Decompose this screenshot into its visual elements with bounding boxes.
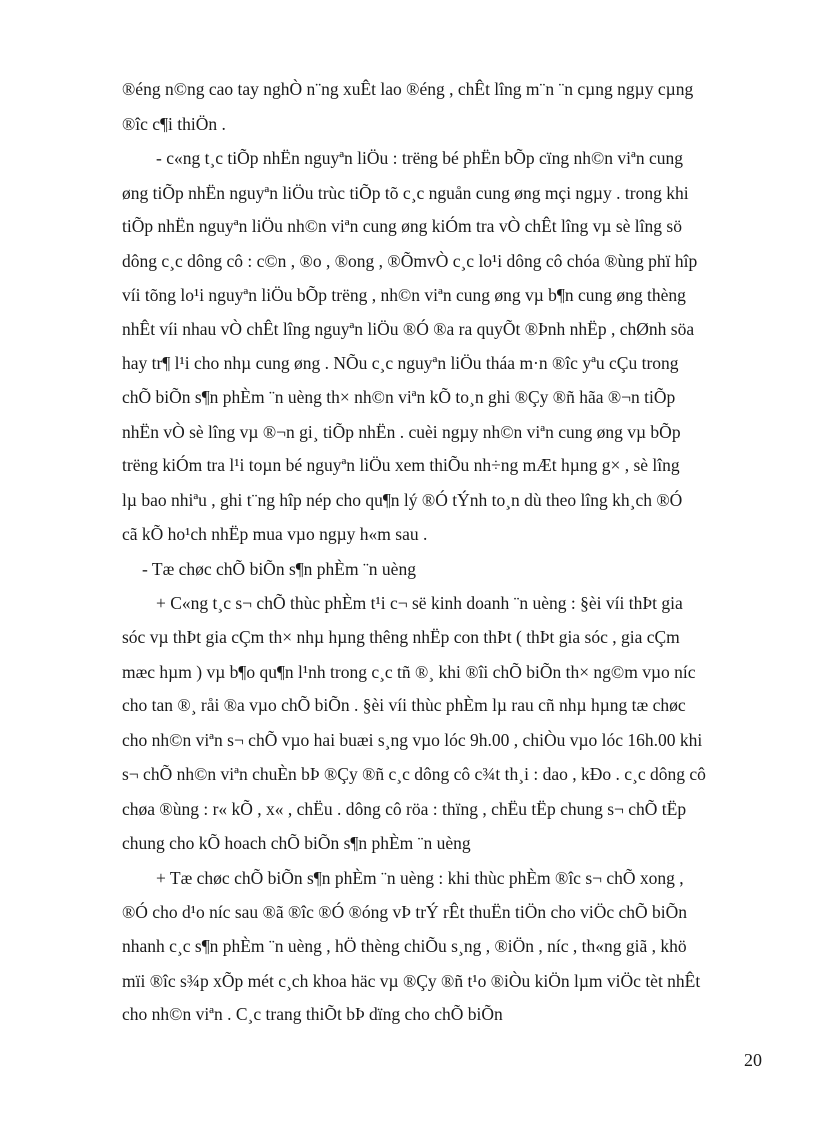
text-line: mæc hµm ) vµ b¶o qu¶n l¹nh trong c¸c tñ ®¸ khi ®îi chÕ biÕn th× ng©m vµo níc: [122, 662, 696, 682]
text-line: cho nh©n viªn . C¸c trang thiÕt bÞ dïng cho chÕ biÕn: [122, 1004, 503, 1024]
text-line: víi tõng lo¹i nguyªn liÖu bÕp trëng , nh©n viªn cung øng vµ b¶n cung øng thèng: [122, 285, 686, 305]
text-line: nhÊt víi nhau vÒ chÊt lîng nguyªn liÖu ®Ó ®a ra quyÕt ®Þnh nhËp , chØnh söa: [122, 319, 695, 339]
text-line: øng tiÕp nhËn nguyªn liÖu trùc tiÕp tõ c¸c nguån cung øng mçi ngµy . trong khi: [122, 183, 689, 203]
page-number: 20: [744, 1050, 762, 1070]
text-line: chung cho kÕ hoach chÕ biÕn s¶n phÈm ¨n uèng: [122, 833, 471, 853]
text-line: cã kÕ ho¹ch nhËp mua vµo ngµy h«m sau .: [122, 524, 428, 544]
text-line: tiÕp nhËn nguyªn liÖu nh©n viªn cung øng kiÓm tra vÒ chÊt lîng vµ sè lîng sö: [122, 216, 682, 236]
text-line: ®îc c¶i thiÖn .: [122, 114, 226, 134]
text-line: cho tan ®¸ råi ®a vµo chÕ biÕn . §èi víi thùc phÈm lµ rau cñ nhµ hµng tæ chøc: [122, 695, 686, 715]
text-line: chÕ biÕn s¶n phÈm ¨n uèng th× nh©n viªn kÕ to¸n ghi ®Çy ®ñ hãa ®¬n tiÕp: [122, 387, 676, 407]
text-line: + Tæ chøc chÕ biÕn s¶n phÈm ¨n uèng : khi thùc phÈm ®îc s¬ chÕ xong ,: [156, 868, 684, 888]
text-line: mïi ®îc s¾p xÕp mét c¸ch khoa häc vµ ®Çy ®ñ t¹o ®iÒu kiÖn lµm viÖc tèt nhÊt: [122, 971, 701, 991]
text-line: s¬ chÕ nh©n viªn chuÈn bÞ ®Çy ®ñ c¸c dông cô c¾t th¸i : dao , kÐo . c¸c dông cô: [122, 764, 706, 784]
text-line: ®Ó cho d¹o níc sau ®ã ®îc ®Ó ®óng vÞ trÝ rÊt thuËn tiÖn cho viÖc chÕ biÕn: [122, 902, 688, 922]
text-line: lµ bao nhiªu , ghi t¨ng hîp nép cho qu¶n lý ®Ó tÝnh to¸n dù theo lîng kh¸ch ®Ó: [122, 490, 683, 510]
text-line: nhËn vÒ sè lîng vµ ®¬n gi¸ tiÕp nhËn . cuèi ngµy nh©n viªn cung øng vµ bÕp: [122, 422, 681, 442]
text-line: chøa ®ùng : r« kÕ , x« , chËu . dông cô röa : thïng , chËu tËp chung s¬ chÕ tËp: [122, 799, 687, 819]
text-line: sóc vµ thÞt gia cÇm th× nhµ hµng thêng nhËp con thÞt ( thÞt gia sóc , gia cÇm: [122, 627, 680, 647]
text-line: nhanh c¸c s¶n phÈm ¨n uèng , hÖ thèng chiÕu s¸ng , ®iÖn , níc , th«ng giã , khö: [122, 936, 687, 956]
text-line: hay tr¶ l¹i cho nhµ cung øng . NÕu c¸c nguyªn liÖu tháa m·n ®îc yªu cÇu trong: [122, 353, 679, 373]
text-line: dông c¸c dông cô : c©n , ®o , ®ong , ®ÕmvÒ c¸c lo¹i dông cô chóa ®ùng phï hîp: [122, 251, 698, 271]
text-line: - c«ng t¸c tiÕp nhËn nguyªn liÖu : trëng bé phËn bÕp cïng nh©n viªn cung: [156, 148, 683, 168]
text-line: cho nh©n viªn s¬ chÕ vµo hai buæi s¸ng vµo lóc 9h.00 , chiÒu vµo lóc 16h.00 khi: [122, 730, 703, 750]
text-line: trëng kiÓm tra l¹i toµn bé nguyªn liÖu xem thiÕu nh÷ng mÆt hµng g× , sè lîng: [122, 455, 680, 475]
text-line: + C«ng t¸c s¬ chÕ thùc phÈm t¹i c¬ së kinh doanh ¨n uèng : §èi víi thÞt gia: [156, 593, 683, 613]
text-line: ®éng n©ng cao tay nghÒ n¨ng xuÊt lao ®éng , chÊt lîng m¨n ¨n cµng ngµy cµng: [122, 79, 694, 99]
text-line: - Tæ chøc chÕ biÕn s¶n phÈm ¨n uèng: [142, 559, 416, 579]
